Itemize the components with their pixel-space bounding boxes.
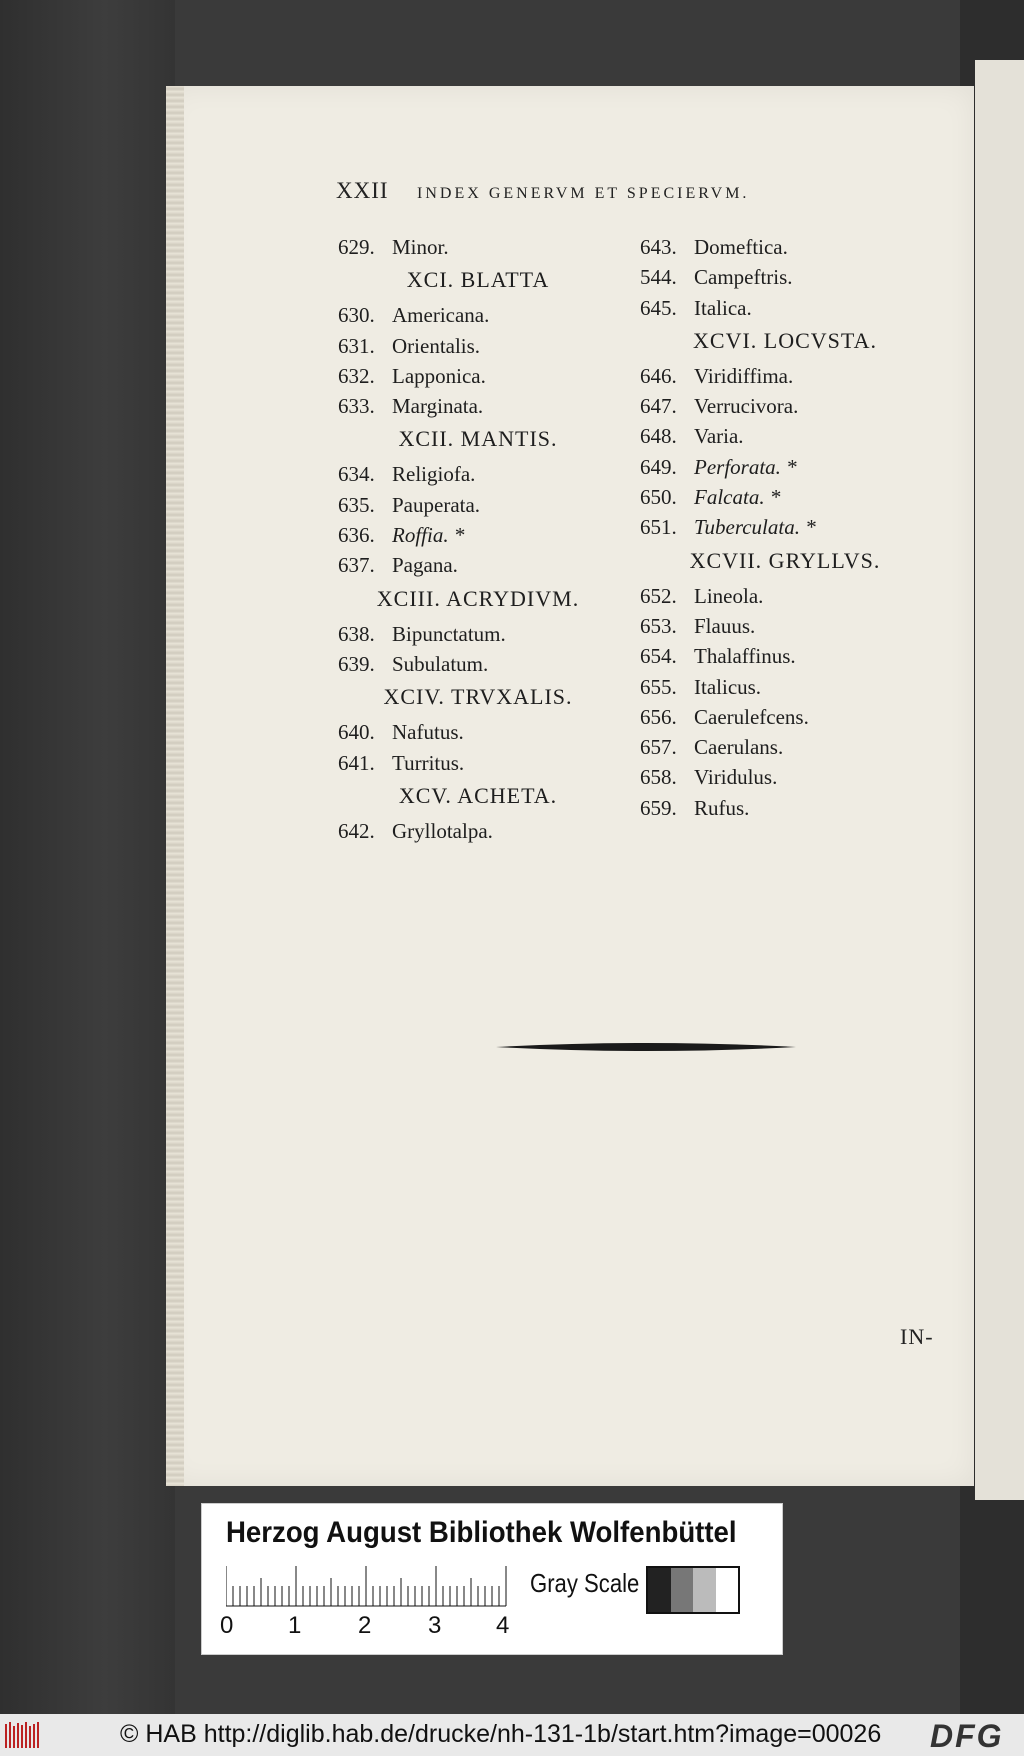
ruler-number: 4 bbox=[496, 1612, 510, 1639]
genus-heading: XCVI. LOCVSTA. bbox=[693, 327, 877, 353]
species-name: Viridulus. bbox=[694, 765, 778, 790]
species-name: Lapponica. bbox=[392, 363, 486, 388]
genus-heading: XCV. ACHETA. bbox=[398, 782, 558, 808]
species-name: Minor. bbox=[392, 235, 449, 259]
entry-number: 629. bbox=[338, 235, 375, 259]
entry-number: 649. bbox=[640, 454, 677, 479]
index-column-left bbox=[338, 232, 618, 846]
species-entry bbox=[338, 717, 618, 747]
species-entry bbox=[640, 672, 930, 702]
hab-barcode-icon bbox=[4, 1720, 44, 1750]
species-name: Tuberculata. * bbox=[694, 515, 816, 540]
gray-scale-swatches bbox=[646, 1566, 740, 1614]
species-name: Perforata. * bbox=[694, 454, 797, 479]
running-title: INDEX GENERVM ET SPECIERVM. bbox=[417, 185, 750, 202]
species-entry bbox=[640, 391, 930, 421]
entry-number: 647. bbox=[640, 394, 677, 419]
gray-swatch bbox=[693, 1568, 716, 1612]
species-name: Marginata. bbox=[392, 394, 484, 419]
gray-swatch bbox=[716, 1568, 739, 1612]
species-name: Italicus. bbox=[694, 674, 762, 699]
species-name: Orientalis. bbox=[392, 333, 481, 358]
entry-number: 630. bbox=[338, 303, 375, 328]
genus-heading: XCVII. GRYLLVS. bbox=[689, 547, 881, 573]
footer-bar bbox=[0, 1714, 1024, 1756]
species-name: Varia. bbox=[694, 424, 744, 449]
species-entry bbox=[640, 793, 930, 823]
entry-number: 635. bbox=[338, 492, 375, 517]
entry-number: 643. bbox=[640, 235, 677, 259]
entry-number: 653. bbox=[640, 613, 677, 638]
species-name: Subulatum. bbox=[392, 651, 489, 676]
species-entry bbox=[338, 550, 618, 580]
species-entry bbox=[338, 748, 618, 778]
species-name: Gryllotalpa. bbox=[392, 818, 493, 843]
entry-number: 658. bbox=[640, 765, 677, 790]
species-entry bbox=[640, 482, 930, 512]
adjacent-page-edge bbox=[975, 60, 1024, 1500]
genus-heading: XCI. BLATTA bbox=[406, 267, 550, 293]
species-entry bbox=[640, 452, 930, 482]
species-name: Falcata. * bbox=[694, 485, 781, 510]
species-entry bbox=[640, 762, 930, 792]
species-name: Italica. bbox=[694, 295, 752, 320]
entry-number: 650. bbox=[640, 485, 677, 510]
species-entry bbox=[338, 490, 618, 520]
species-name: Caerulefcens. bbox=[694, 704, 809, 729]
species-entry bbox=[338, 232, 618, 262]
species-entry bbox=[640, 641, 930, 671]
species-name: Pauperata. bbox=[392, 492, 481, 517]
species-entry bbox=[338, 331, 618, 361]
species-name: Americana. bbox=[392, 303, 490, 328]
scale-ruler bbox=[226, 1566, 514, 1612]
species-name: Domeftica. bbox=[694, 235, 788, 259]
species-entry bbox=[640, 232, 930, 262]
species-name: Campeftris. bbox=[694, 265, 793, 290]
species-name: Religiofa. bbox=[392, 462, 476, 487]
ruler-number: 0 bbox=[220, 1612, 234, 1639]
entry-number: 641. bbox=[338, 750, 375, 775]
entry-number: 636. bbox=[338, 523, 375, 548]
species-entry bbox=[640, 732, 930, 762]
entry-number: 631. bbox=[338, 333, 375, 358]
library-name: Herzog August Bibliothek Wolfenbüttel bbox=[226, 1516, 737, 1549]
entry-number: 646. bbox=[640, 363, 677, 388]
entry-number: 638. bbox=[338, 621, 375, 646]
species-entry bbox=[640, 293, 930, 323]
species-name: Pagana. bbox=[392, 553, 458, 578]
species-entry bbox=[640, 702, 930, 732]
entry-number: 657. bbox=[640, 735, 677, 760]
entry-number: 654. bbox=[640, 644, 677, 669]
ruler-number: 3 bbox=[428, 1612, 442, 1639]
entry-number: 634. bbox=[338, 462, 375, 487]
species-entry bbox=[640, 421, 930, 451]
species-entry bbox=[640, 512, 930, 542]
species-entry bbox=[338, 391, 618, 421]
species-name: Caerulans. bbox=[694, 735, 784, 760]
genus-heading: XCIII. ACRYDIVM. bbox=[376, 585, 580, 611]
species-entry bbox=[640, 581, 930, 611]
page-number: XXII bbox=[336, 178, 389, 203]
decorative-rule bbox=[496, 1042, 796, 1052]
page-header bbox=[336, 178, 749, 204]
species-entry bbox=[338, 649, 618, 679]
species-entry bbox=[640, 262, 930, 292]
entry-number: 639. bbox=[338, 651, 375, 676]
species-name: Lineola. bbox=[694, 583, 764, 608]
ruler-number: 2 bbox=[358, 1612, 372, 1639]
species-name: Flauus. bbox=[694, 613, 756, 638]
species-name: Roffia. * bbox=[392, 523, 465, 548]
entry-number: 652. bbox=[640, 583, 677, 608]
entry-number: 656. bbox=[640, 704, 677, 729]
ruler-number: 1 bbox=[288, 1612, 302, 1639]
entry-number: 640. bbox=[338, 720, 375, 745]
genus-heading: XCIV. TRVXALIS. bbox=[383, 684, 573, 710]
entry-number: 642. bbox=[338, 818, 375, 843]
dfg-logo: DFG bbox=[930, 1718, 1004, 1754]
entry-number: 659. bbox=[640, 795, 677, 820]
index-column-right bbox=[640, 232, 930, 823]
species-name: Viridiffima. bbox=[694, 363, 794, 388]
source-url[interactable]: © HAB http://diglib.hab.de/drucke/nh-131-1b/start.htm?image=00026 bbox=[120, 1720, 882, 1748]
scan-background-left bbox=[0, 0, 175, 1714]
species-entry bbox=[640, 611, 930, 641]
species-entry bbox=[338, 816, 618, 846]
gray-scale-label: Gray Scale bbox=[530, 1568, 640, 1598]
entry-number: 544. bbox=[640, 265, 677, 290]
entry-number: 637. bbox=[338, 553, 375, 578]
entry-number: 651. bbox=[640, 515, 677, 540]
genus-heading: XCII. MANTIS. bbox=[398, 426, 558, 452]
page-gutter-edge bbox=[166, 86, 184, 1486]
entry-number: 645. bbox=[640, 295, 677, 320]
species-name: Thalaffinus. bbox=[694, 644, 796, 669]
species-entry bbox=[338, 361, 618, 391]
species-entry bbox=[338, 459, 618, 489]
entry-number: 633. bbox=[338, 394, 375, 419]
species-entry bbox=[338, 520, 618, 550]
species-entry bbox=[640, 361, 930, 391]
species-entry bbox=[338, 300, 618, 330]
species-entry bbox=[338, 619, 618, 649]
color-calibration-card bbox=[201, 1503, 783, 1655]
entry-number: 632. bbox=[338, 363, 375, 388]
gray-swatch bbox=[648, 1568, 671, 1612]
catchword: IN- bbox=[900, 1324, 934, 1349]
species-name: Rufus. bbox=[694, 795, 750, 820]
gray-swatch bbox=[671, 1568, 694, 1612]
entry-number: 655. bbox=[640, 674, 677, 699]
species-name: Turritus. bbox=[392, 750, 465, 775]
entry-number: 648. bbox=[640, 424, 677, 449]
species-name: Verrucivora. bbox=[694, 394, 799, 419]
species-name: Nafutus. bbox=[392, 720, 464, 745]
species-name: Bipunctatum. bbox=[392, 621, 506, 646]
